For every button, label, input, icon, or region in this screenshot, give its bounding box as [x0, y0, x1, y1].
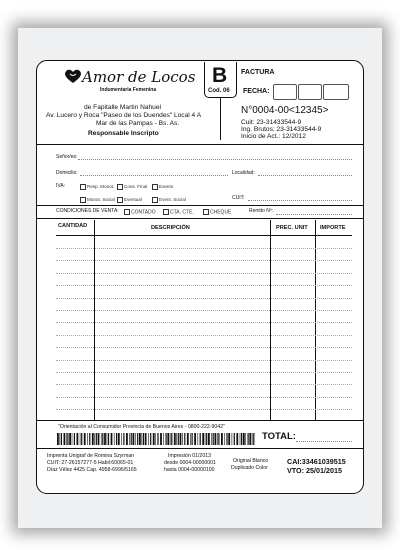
- tax-status: Responsable Inscripto: [88, 130, 159, 137]
- iva-option-eventual[interactable]: Eventual: [117, 197, 142, 203]
- domicilio-label: Domicilio:: [56, 170, 78, 176]
- customer-cuit-field[interactable]: [248, 200, 352, 201]
- remito-field[interactable]: [276, 214, 352, 215]
- col-header-descripcion: DESCRIPCIÓN: [151, 225, 190, 231]
- date-month-field[interactable]: [298, 84, 322, 100]
- copy-original: Original Blanco: [233, 458, 269, 464]
- seller-cuit: Cuit: 23-31433544-9: [241, 119, 302, 126]
- table-row[interactable]: [56, 360, 352, 361]
- col-header-prec-unit: PREC. UNIT: [276, 225, 308, 231]
- inicio-actividades: Inicio de Act.: 12/2012: [241, 133, 306, 140]
- senores-field[interactable]: [78, 159, 352, 160]
- iva-option-resp-monot[interactable]: Resp. Monot.: [80, 184, 114, 190]
- col-header-importe: IMPORTE: [320, 225, 346, 231]
- iva-option-event-social[interactable]: Event. Social: [152, 197, 186, 203]
- brand-address-line1: Av. Lucero y Roca "Paseo de los Duendes" Local 4 A: [46, 112, 202, 119]
- remito-label: Remito Nº:: [249, 208, 274, 214]
- conditions-rule: [37, 218, 363, 219]
- header-bottom-rule: [37, 144, 363, 145]
- total-field[interactable]: [296, 441, 352, 442]
- table-row[interactable]: [56, 260, 352, 261]
- iva-option-exento[interactable]: Exento: [152, 184, 173, 190]
- printer-line3: Díaz Vélez 4425 Cap. 4958-6996/5165: [47, 467, 137, 473]
- table-row[interactable]: [56, 298, 352, 299]
- col-divider-1: [94, 220, 95, 420]
- header-divider: [220, 98, 221, 140]
- range-desde: desde 0004-00000001: [164, 460, 216, 466]
- cai-expiry: VTO: 25/01/2015: [287, 466, 343, 475]
- invoice-code: Cod. 06: [208, 88, 230, 94]
- invoice-letter: B: [212, 64, 228, 87]
- invoice-type: FACTURA: [241, 69, 275, 76]
- table-row[interactable]: [56, 347, 352, 348]
- table-bottom-rule: [37, 420, 363, 421]
- consumer-orientation: "Orientación al Consumidor Provincia de Buenos Aires - 0800-222-9042": [58, 424, 225, 430]
- table-row[interactable]: [56, 285, 352, 286]
- table-row[interactable]: [56, 310, 352, 311]
- date-label: FECHA:: [243, 88, 270, 95]
- copy-duplicado: Duplicado Color: [231, 465, 268, 471]
- iva-label: IVA:: [56, 183, 66, 189]
- impresion-date: Impresión 01/2013: [168, 453, 211, 459]
- localidad-label: Localidad:: [232, 170, 255, 176]
- table-row[interactable]: [56, 409, 352, 410]
- brand-logo-text: Amor de Locos: [82, 68, 196, 86]
- condition-contado[interactable]: CONTADO: [124, 209, 156, 215]
- cuit-label: CUIT:: [232, 195, 245, 201]
- col-divider-3: [315, 220, 316, 420]
- table-row[interactable]: [56, 322, 352, 323]
- condition-cta-cte[interactable]: CTA. CTE.: [163, 209, 194, 215]
- iva-option-monot-social[interactable]: Monot. Social: [80, 197, 115, 203]
- printer-line2: CUIT: 27-26157277-5 Habil:60065-01: [47, 460, 134, 466]
- col-divider-2: [270, 220, 271, 420]
- condition-cheque[interactable]: CHEQUE: [203, 209, 231, 215]
- table-row[interactable]: [56, 384, 352, 385]
- iva-option-cons-final[interactable]: Cons. Final: [117, 184, 147, 190]
- heart-logo-icon: [64, 68, 82, 89]
- localidad-field[interactable]: [258, 175, 352, 176]
- table-row[interactable]: [56, 335, 352, 336]
- total-label: TOTAL:: [262, 431, 296, 442]
- footer-rule: [37, 448, 363, 449]
- invoice-number: N°0004-00<12345>: [241, 105, 329, 116]
- table-row[interactable]: [56, 372, 352, 373]
- printer-line1: Imprenta Unigraf de Romina Szyrman: [47, 453, 135, 459]
- senores-label: Señor/es:: [56, 154, 78, 160]
- ing-brutos: Ing. Brutos: 23-31433544-9: [241, 126, 322, 133]
- brand-tagline: Indumentaria Femenina: [100, 87, 157, 93]
- table-row[interactable]: [56, 273, 352, 274]
- range-hasta: hasta 0004-00000100: [164, 467, 215, 473]
- col-header-cantidad: CANTIDAD: [58, 223, 88, 229]
- brand-address-line2: Mar de las Pampas - Bs. As.: [96, 120, 180, 127]
- cai-number: CAI:33461039515: [287, 457, 346, 466]
- invoice-letter-box: [204, 62, 237, 98]
- date-year-field[interactable]: [323, 84, 349, 100]
- customer-rule: [37, 205, 363, 206]
- domicilio-field[interactable]: [80, 175, 228, 176]
- brand-owner: de Fapitalle Martin Nahuel: [84, 104, 161, 111]
- date-day-field[interactable]: [273, 84, 297, 100]
- conditions-label: CONDICIONES DE VENTA:: [56, 208, 119, 214]
- table-row[interactable]: [56, 248, 352, 249]
- table-header-rule: [56, 235, 352, 236]
- table-row[interactable]: [56, 397, 352, 398]
